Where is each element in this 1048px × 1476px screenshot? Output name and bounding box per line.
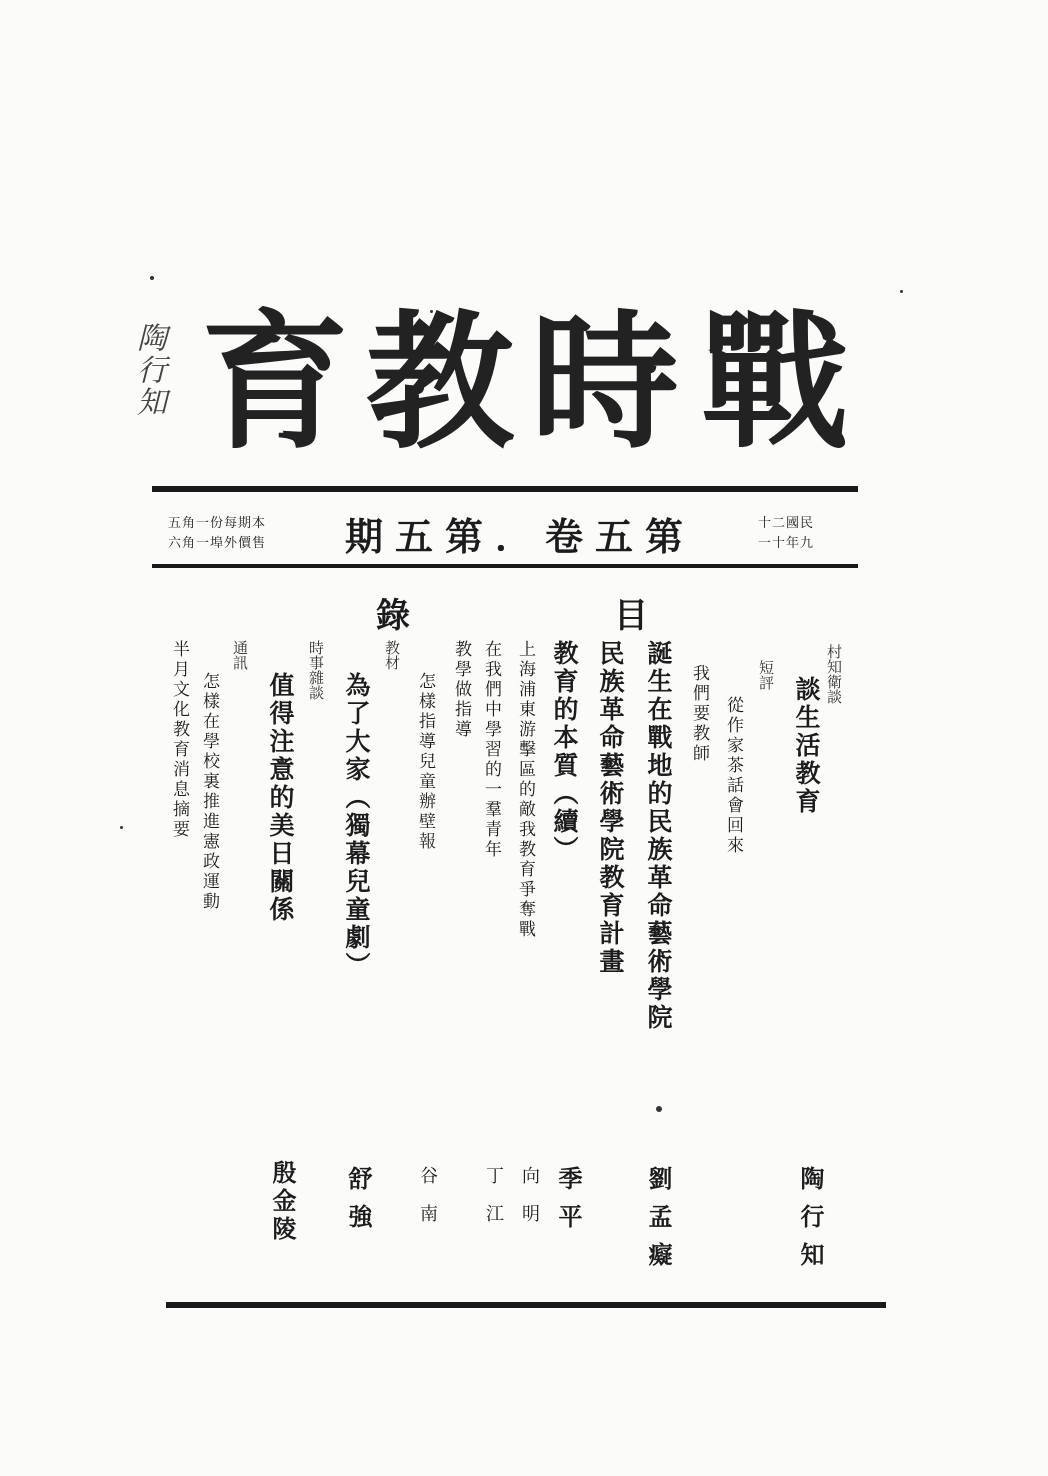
toc-author: 劉孟癡 [644,1166,673,1280]
toc-category: 短評 [757,660,775,690]
top-rule [152,486,858,492]
toc-author: 季平 [554,1166,583,1242]
header-bottom-rule [152,564,858,568]
toc-heading-left: 錄 [376,596,410,636]
print-speck [656,1106,662,1112]
date-line-1: 民國二十 [758,516,815,531]
toc-title: 教學做指導 [451,640,471,740]
title-char-1: 戰 [701,295,849,469]
print-speck [150,276,154,280]
toc-title: 民族革命藝術學院教育計畫 [596,640,625,976]
toc-title: 怎樣在學校裏推進憲政運動 [199,672,219,912]
toc-author: 向明 [519,1166,540,1242]
title-char-2: 時 [531,295,679,469]
toc-title: 為了大家（獨幕兒童劇） [342,672,371,980]
toc-title: 在我們中學習的一羣青年 [481,640,501,860]
print-speck [120,826,123,829]
bottom-rule [166,1302,886,1308]
calligrapher-signature: 陶行知 [131,322,166,418]
issue-number: 第五卷．第五期 [344,514,695,559]
masthead-title [200,282,860,482]
toc-title: 從作家茶話會回來 [723,696,743,856]
toc-title: 我們要教師 [689,664,709,764]
toc-title: 上海浦東游擊區的敵我教育爭奪戰 [515,640,535,940]
toc-title: 教育的本質（續） [550,640,579,864]
title-char-4: 育 [201,295,349,469]
toc-author: 陶行知 [796,1166,825,1280]
print-speck [900,290,903,293]
toc-category: 教材 [383,640,401,670]
toc-title: 值得注意的美日關係 [266,672,295,924]
toc-title: 談生活教育 [792,676,821,816]
toc-category: 時事雜談 [307,640,325,700]
toc-title: 誕生在戰地的民族革命藝術學院 [644,640,673,1032]
toc-author: 丁江 [483,1166,504,1242]
toc-heading-right: 目 [614,596,648,636]
toc-category: 通訊 [231,640,249,670]
toc-author: 舒強 [344,1166,373,1242]
date-line-2: 九年十一 [758,536,815,551]
price-line-2: 售價外埠一角六 [168,536,267,551]
toc-author: 殷金陵 [268,1160,297,1244]
toc-title: 怎樣指導兒童辦壁報 [415,672,435,852]
price-line-1: 本期每份一角五 [168,516,267,531]
toc-author: 谷南 [417,1166,438,1242]
title-char-3: 教 [366,295,514,469]
toc-category: 村知衛談 [825,644,843,704]
toc-title: 半月文化教育消息摘要 [169,640,189,840]
